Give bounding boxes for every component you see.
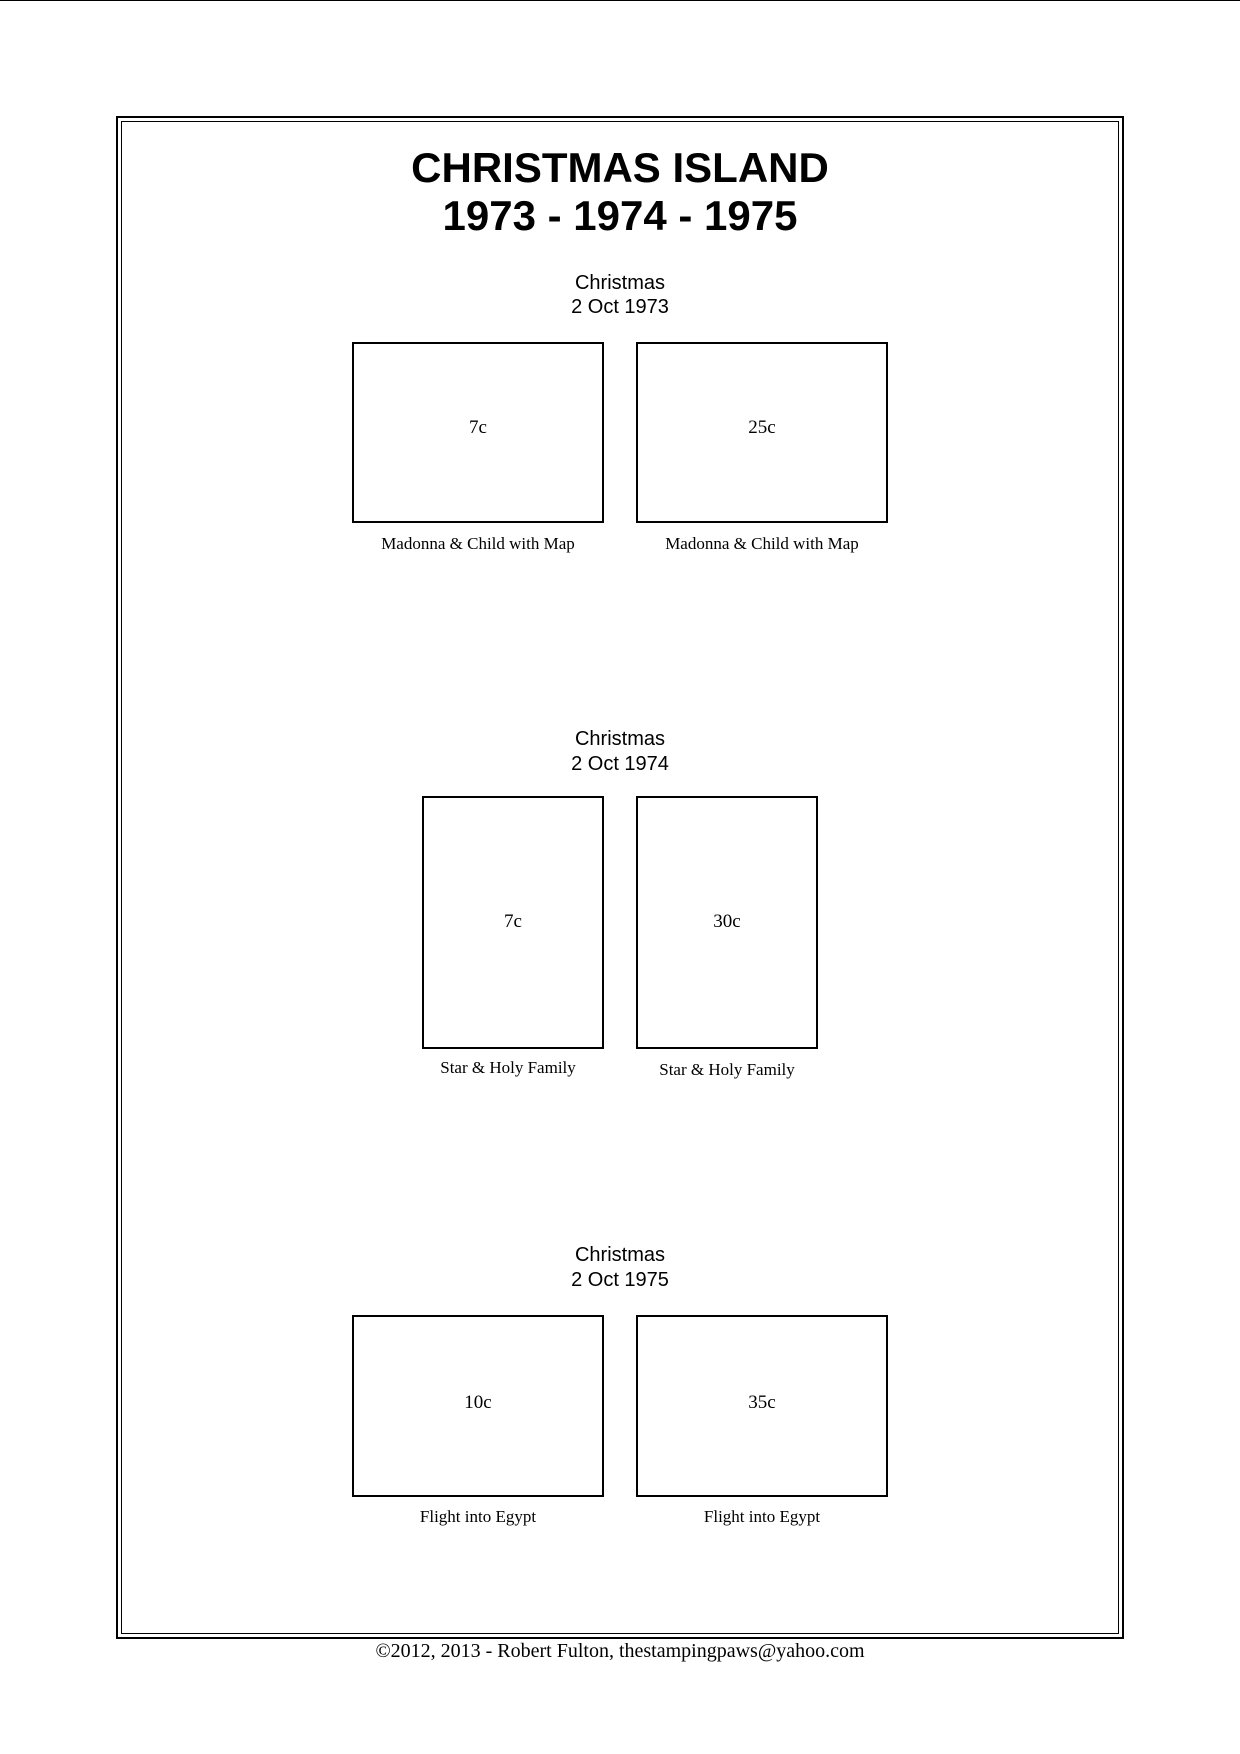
stamp-value: 35c xyxy=(748,1392,776,1413)
stamp-caption: Star & Holy Family xyxy=(659,1060,795,1079)
page-top-edge xyxy=(0,0,1240,1)
stamp-box xyxy=(636,796,818,1049)
stamp-caption: Madonna & Child with Map xyxy=(665,534,859,553)
stamp-caption: Star & Holy Family xyxy=(440,1058,576,1077)
page-subtitle-years: 1973 - 1974 - 1975 xyxy=(442,192,798,239)
page-title: CHRISTMAS ISLAND xyxy=(411,144,829,191)
stamp-value: 25c xyxy=(748,417,776,438)
stamp-caption: Flight into Egypt xyxy=(703,1507,821,1526)
section-heading: Christmas xyxy=(574,272,665,294)
section-heading: Christmas xyxy=(574,728,665,750)
stamp-box xyxy=(422,796,604,1049)
stamp-box xyxy=(636,342,888,523)
page-border-inner xyxy=(121,121,1119,1634)
stamp-value: 30c xyxy=(713,911,741,932)
section-date: 2 Oct 1975 xyxy=(571,1269,669,1291)
stamp-value: 10c xyxy=(464,1392,492,1413)
section-date: 2 Oct 1973 xyxy=(571,296,669,318)
section-heading: Christmas xyxy=(574,1244,665,1266)
stamp-value: 7c xyxy=(504,911,522,932)
stamp-box xyxy=(352,342,604,523)
section-date: 2 Oct 1974 xyxy=(571,753,669,775)
stamp-value: 7c xyxy=(469,417,487,438)
stamp-caption: Flight into Egypt xyxy=(419,1507,537,1526)
copyright-footer: ©2012, 2013 - Robert Fulton, thestampingpaws@yahoo.com xyxy=(375,1640,865,1662)
stamp-caption: Madonna & Child with Map xyxy=(381,534,575,553)
stamp-box xyxy=(352,1315,604,1497)
stamp-box xyxy=(636,1315,888,1497)
